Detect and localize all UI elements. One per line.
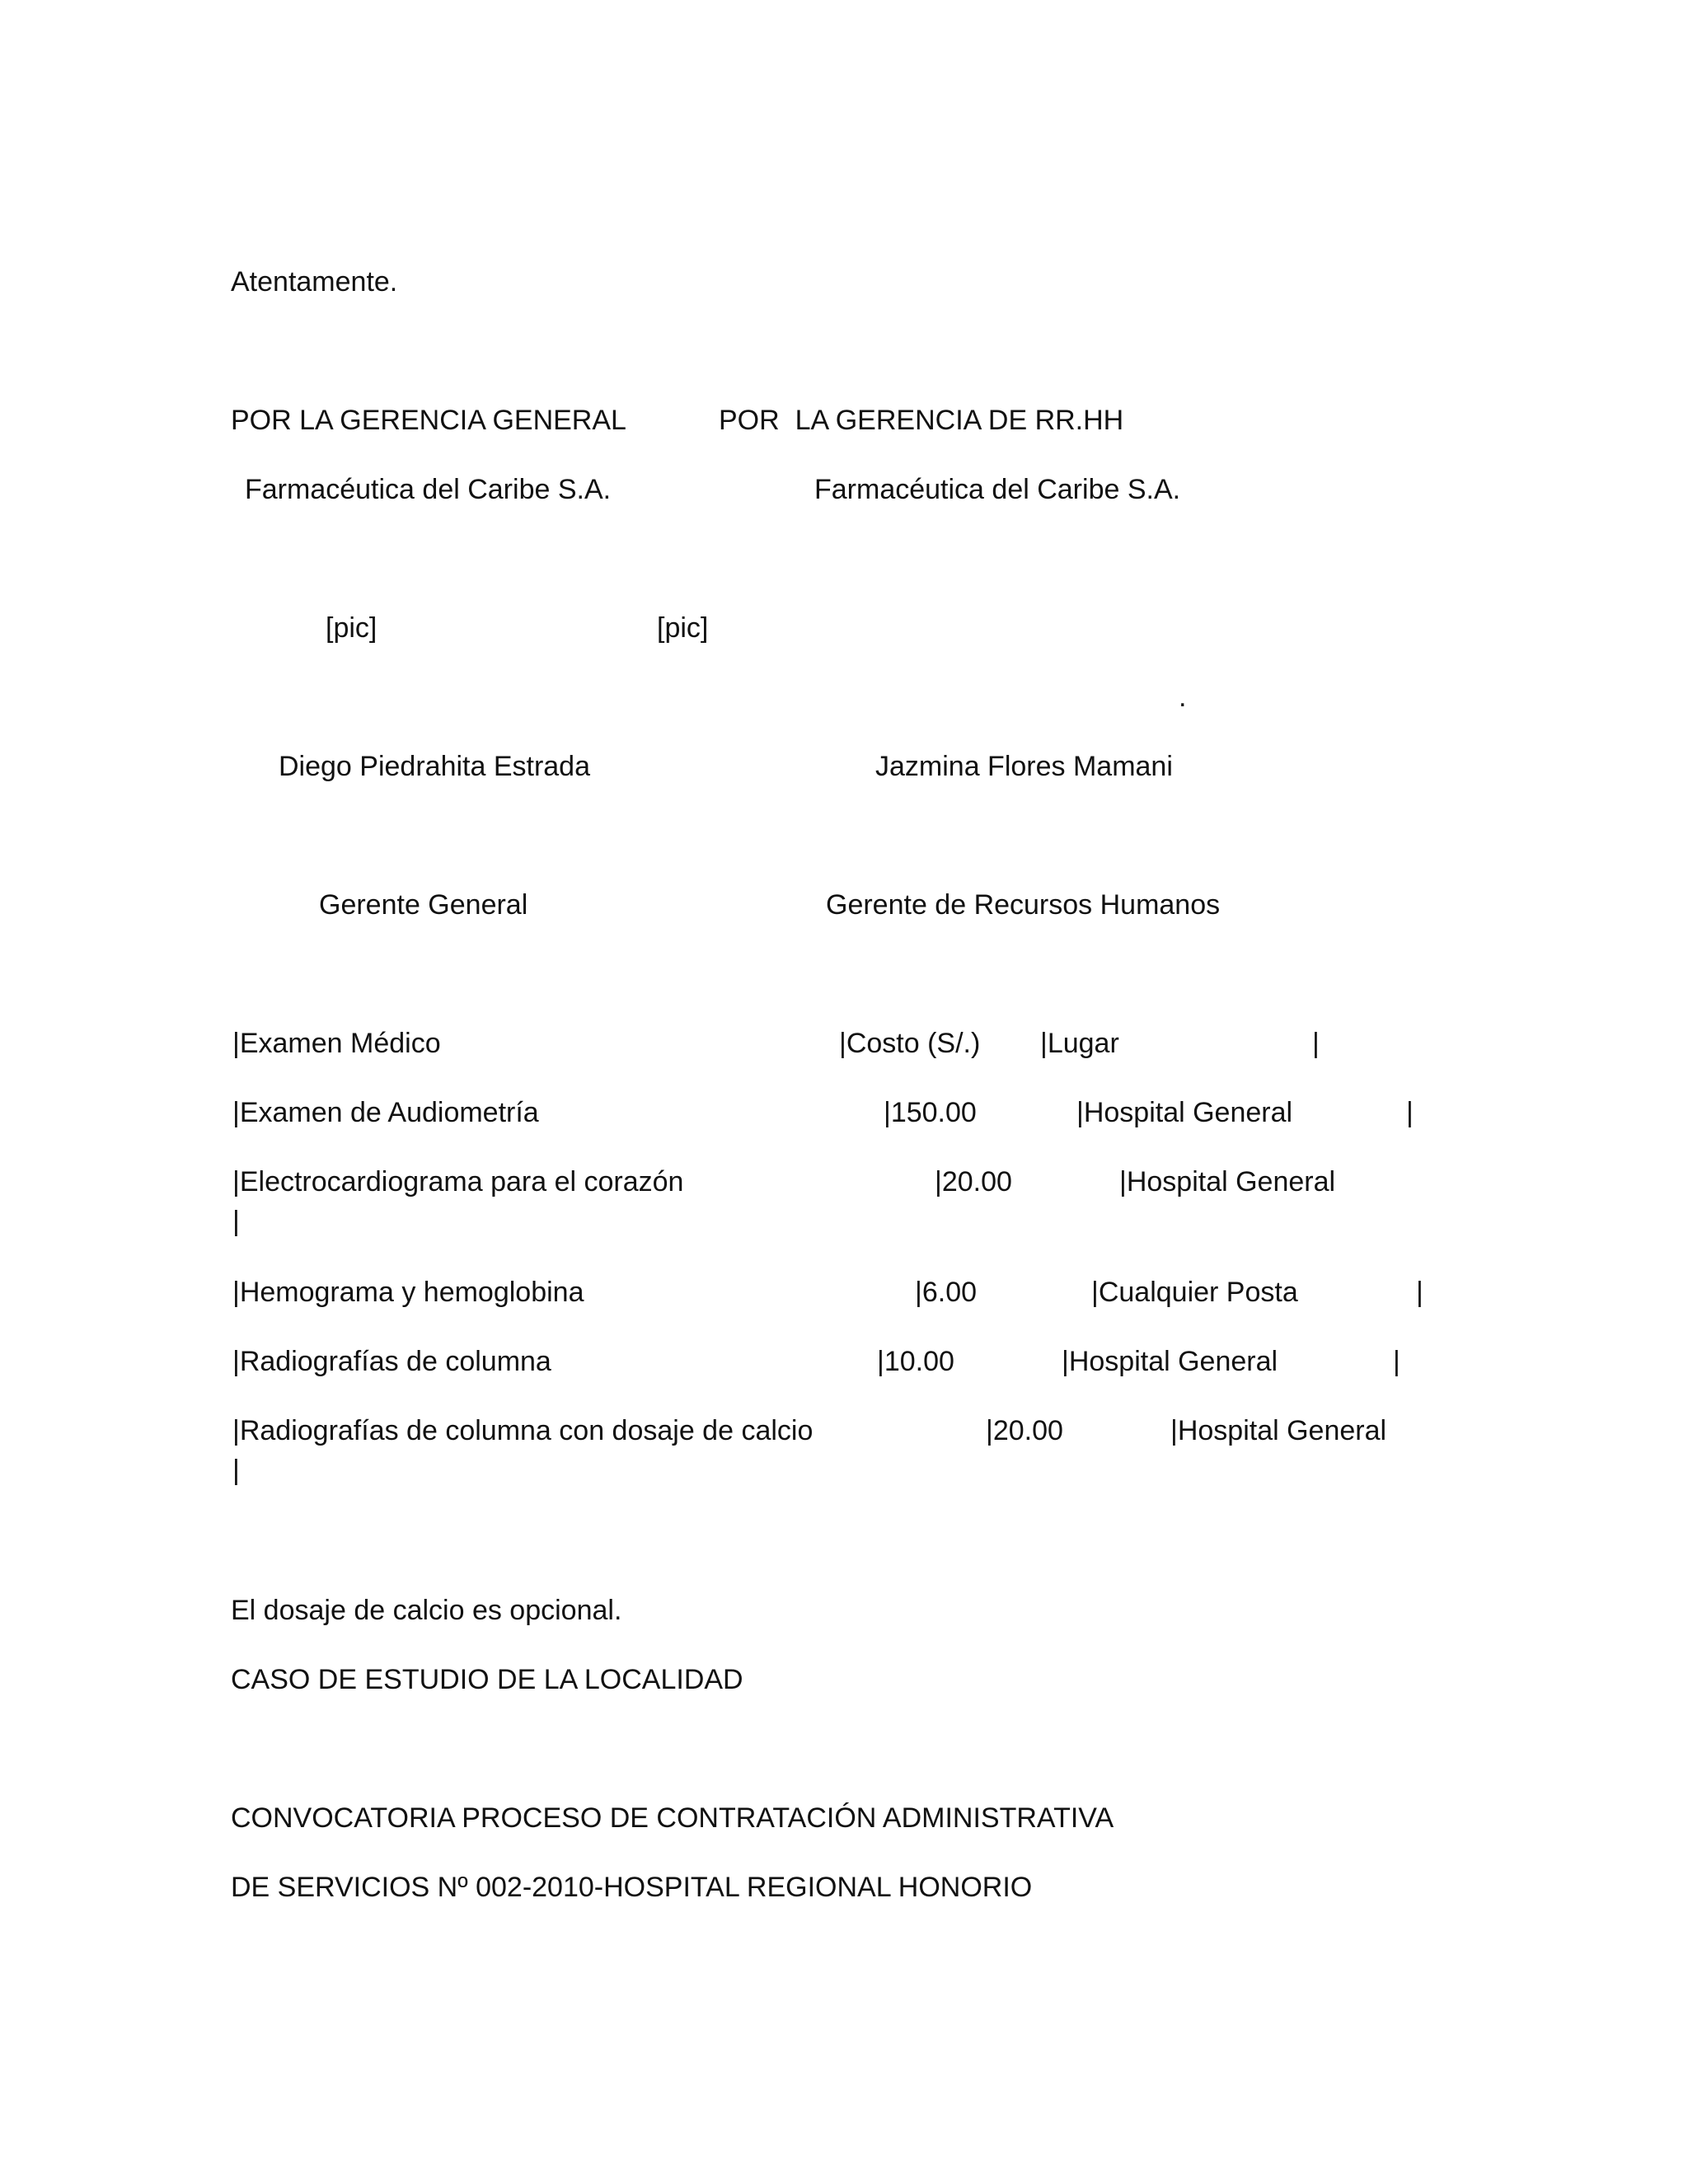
header-place-cell: |Lugar: [1040, 1028, 1119, 1059]
row-cost-cell: |6.00: [915, 1277, 978, 1308]
row-place-cell: |Hospital General: [1076, 1097, 1293, 1128]
row-place-cell: |Hospital General: [1119, 1166, 1336, 1197]
row-end-pipe: |: [232, 1206, 240, 1237]
closing-text: Atentamente.: [231, 266, 398, 298]
header-cost-cell: |Costo (S/.): [839, 1028, 981, 1059]
case-study-heading: CASO DE ESTUDIO DE LA LOCALIDAD: [231, 1664, 743, 1695]
row-place-cell: |Hospital General: [1170, 1415, 1387, 1446]
row-cost-cell: |20.00: [935, 1166, 1012, 1197]
calcium-note: El dosaje de calcio es opcional.: [231, 1595, 622, 1626]
row-exam-cell: |Hemograma y hemoglobina: [232, 1277, 584, 1308]
convocatoria-line-2: DE SERVICIOS Nº 002-2010-HOSPITAL REGIONAL HONORIO: [231, 1872, 1033, 1903]
row-cost-cell: |150.00: [884, 1097, 977, 1128]
left-signature-company: Farmacéutica del Caribe S.A.: [245, 474, 612, 505]
row-place-cell: |Hospital General: [1062, 1346, 1278, 1377]
row-exam-cell: |Radiografías de columna con dosaje de calcio: [232, 1415, 814, 1446]
row-end-pipe: |: [1406, 1097, 1414, 1128]
left-signer-title: Gerente General: [319, 889, 528, 921]
right-signature-company: Farmacéutica del Caribe S.A.: [814, 474, 1181, 505]
row-cost-cell: |10.00: [877, 1346, 954, 1377]
right-signature-heading: POR LA GERENCIA DE RR.HH: [719, 405, 1124, 436]
row-end-pipe: |: [1416, 1277, 1423, 1308]
left-signature-heading: POR LA GERENCIA GENERAL: [231, 405, 626, 436]
stray-dot: .: [1179, 682, 1187, 713]
row-exam-cell: |Radiografías de columna: [232, 1346, 551, 1377]
row-exam-cell: |Electrocardiograma para el corazón: [232, 1166, 684, 1197]
row-end-pipe: |: [232, 1455, 240, 1486]
left-signature-image-placeholder: [pic]: [326, 612, 377, 644]
right-signer-title: Gerente de Recursos Humanos: [826, 889, 1221, 921]
row-end-pipe: |: [1393, 1346, 1400, 1377]
header-exam-cell: |Examen Médico: [232, 1028, 441, 1059]
header-end-pipe: |: [1312, 1028, 1320, 1059]
row-place-cell: |Cualquier Posta: [1091, 1277, 1298, 1308]
row-exam-cell: |Examen de Audiometría: [232, 1097, 539, 1128]
convocatoria-line-1: CONVOCATORIA PROCESO DE CONTRATACIÓN ADMINISTRATIVA: [231, 1802, 1114, 1834]
row-cost-cell: |20.00: [986, 1415, 1063, 1446]
left-signer-name: Diego Piedrahita Estrada: [279, 751, 591, 782]
right-signer-name: Jazmina Flores Mamani: [875, 751, 1173, 782]
right-signature-image-placeholder: [pic]: [657, 612, 709, 644]
